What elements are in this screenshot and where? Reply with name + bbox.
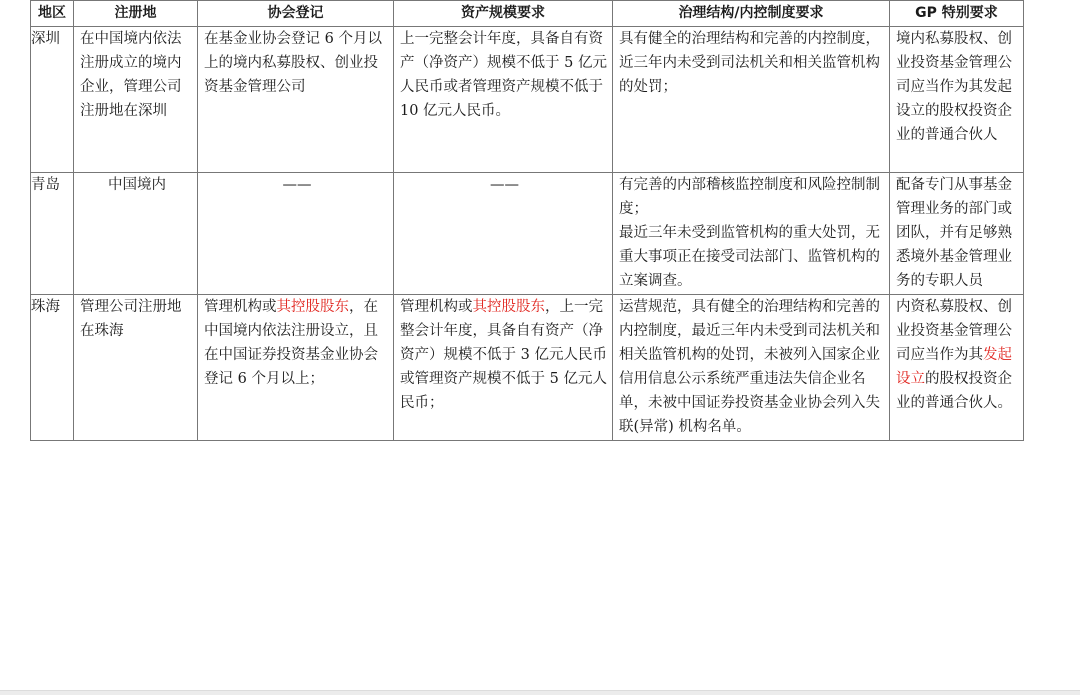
text-segment: ，在中国境内依法注册设立，且在中国证券投资基金业协会登记 6 个月以上；: [204, 299, 378, 387]
gp-requirements-table: [30, 0, 1024, 441]
header-asset-scale: 资产规模要求: [394, 1, 613, 27]
association-cell: 在基金业协会登记 6 个月以上的境内私募股权、创业投资基金管理公司: [198, 27, 394, 173]
registration-place-cell: 在中国境内依法注册成立的境内企业，管理公司注册地在深圳: [74, 27, 198, 173]
table-row: [31, 27, 1024, 173]
highlighted-text: 其控股股东: [472, 299, 545, 315]
header-gp-requirements: GP 特别要求: [890, 1, 1024, 27]
governance-line: 最近三年未受到监管机构的重大处罚，无重大事项正在接受司法部门、监管机构的立案调查。: [619, 225, 880, 289]
header-region: 地区: [31, 1, 74, 27]
text-segment: 内资私募股权、创业投资基金管理公司应当作为其: [896, 299, 1012, 363]
governance-cell: 运营规范，具有健全的治理结构和完善的内控制度，最近三年内未受到司法机关和相关监管机构的处罚，未被列入国家企业信用信息公示系统严重违法失信企业名单，未被中国证券投资基金业协会列入失联(异常) 机构名单。: [613, 295, 890, 441]
asset-scale-cell: 上一完整会计年度，具备自有资产（净资产）规模不低于 5 亿元人民币或者管理资产规模不低于 10 亿元人民币。: [394, 27, 613, 173]
header-association-registration: 协会登记: [198, 1, 394, 27]
header-registration-place: 注册地: [74, 1, 198, 27]
association-cell: [198, 173, 394, 295]
header-governance: 治理结构/内控制度要求: [613, 1, 890, 27]
association-cell: [198, 295, 394, 441]
empty-dash: ——: [282, 177, 312, 193]
table-row: [31, 173, 1024, 295]
governance-line: 有完善的内部稽核监控制度和风险控制制度；: [619, 177, 880, 217]
text-segment: 管理机构或: [204, 299, 277, 315]
page-bottom-edge: [0, 690, 1080, 695]
empty-dash: ——: [490, 177, 519, 193]
text-segment: ，上一完整会计年度，具备自有资产（净资产）规模不低于 3 亿元人民币或管理资产规模不低于 5 亿元人民币；: [400, 299, 607, 411]
gp-requirement-cell: [890, 295, 1024, 441]
highlighted-text: 发起设立: [896, 347, 1012, 387]
registration-place-cell: 管理公司注册地在珠海: [74, 295, 198, 441]
registration-place-cell: 中国境内: [74, 173, 198, 295]
region-cell: 青岛: [31, 173, 74, 295]
region-cell: 珠海: [31, 295, 74, 441]
gp-requirement-cell: 配备专门从事基金管理业务的部门或团队，并有足够熟悉境外基金管理业务的专职人员: [890, 173, 1024, 295]
governance-cell: 具有健全的治理结构和完善的内控制度，近三年内未受到司法机关和相关监管机构的处罚；: [613, 27, 890, 173]
asset-scale-cell: [394, 295, 613, 441]
governance-cell: [613, 173, 890, 295]
highlighted-text: 其控股股东: [276, 299, 349, 315]
table-header-row: [31, 1, 1024, 27]
gp-requirement-cell: 境内私募股权、创业投资基金管理公司应当作为其发起设立的股权投资企业的普通合伙人: [890, 27, 1024, 173]
text-segment: 管理机构或: [400, 299, 473, 315]
table-row: [31, 295, 1024, 441]
asset-scale-cell: [394, 173, 613, 295]
text-segment: 的股权投资企业的普通合伙人。: [896, 371, 1012, 411]
region-cell: 深圳: [31, 27, 74, 173]
